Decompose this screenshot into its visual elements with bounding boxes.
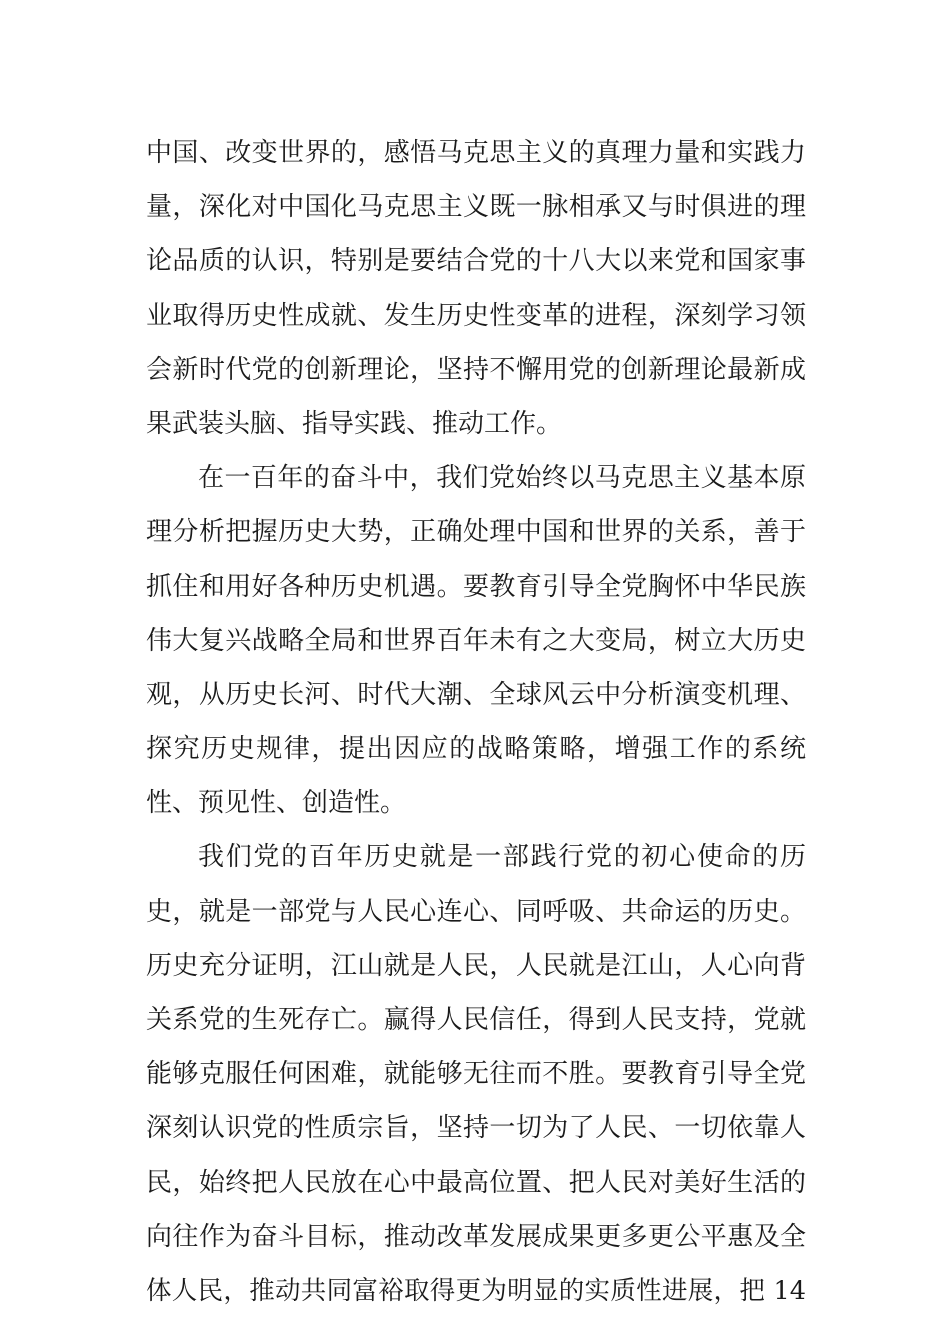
text-line: 关系党的生死存亡。赢得人民信任，得到人民支持，党就	[146, 1005, 806, 1035]
text-line: 果武装头脑、指导实践、推动工作。	[146, 408, 563, 439]
text-line: 能够克服任何困难，就能够无往而不胜。要教育引导全党	[146, 1059, 806, 1090]
text-line: 理分析把握历史大势，正确处理中国和世界的关系，善于	[146, 517, 806, 548]
text-line: 史，就是一部党与人民心连心、同呼吸、共命运的历史。	[146, 896, 806, 927]
text-line: 向往作为奋斗目标，推动改革发展成果更多更公平惠及全	[146, 1221, 806, 1252]
paragraph-3	[146, 830, 806, 1318]
paragraph-2	[146, 451, 806, 830]
text-line: 历史充分证明，江山就是人民，人民就是江山，人心向背	[146, 950, 806, 981]
paragraph-1	[146, 126, 806, 451]
text-line: 深刻认识党的性质宗旨，坚持一切为了人民、一切依靠人	[146, 1113, 806, 1144]
text-line: 探究历史规律，提出因应的战略策略，增强工作的系统	[146, 734, 806, 765]
text-line: 民，始终把人民放在心中最高位置、把人民对美好生活的	[146, 1167, 806, 1198]
text-line: 在一百年的奋斗中，我们党始终以马克思主义基本原	[198, 463, 806, 494]
text-line: 量，深化对中国化马克思主义既一脉相承又与时俱进的理	[146, 192, 806, 223]
text-line: 中国、改变世界的，感悟马克思主义的真理力量和实践力	[146, 138, 806, 168]
text-line: 观，从历史长河、时代大潮、全球风云中分析演变机理、	[146, 679, 806, 710]
text-line: 我们党的百年历史就是一部践行党的初心使命的历	[198, 842, 806, 873]
text-line: 论品质的认识，特别是要结合党的十八大以来党和国家事	[146, 246, 806, 277]
body-text	[146, 126, 806, 1318]
text-line: 抓住和用好各种历史机遇。要教育引导全党胸怀中华民族	[146, 571, 806, 602]
text-line: 伟大复兴战略全局和世界百年未有之大变局，树立大历史	[146, 625, 806, 656]
text-line: 会新时代党的创新理论，坚持不懈用党的创新理论最新成	[146, 354, 806, 385]
text-line: 性、预见性、创造性。	[146, 788, 407, 819]
text-line: 体人民，推动共同富裕取得更为明显的实质性进展，把 14	[146, 1275, 806, 1306]
text-line: 业取得历史性成就、发生历史性变革的进程，深刻学习领	[146, 300, 806, 331]
